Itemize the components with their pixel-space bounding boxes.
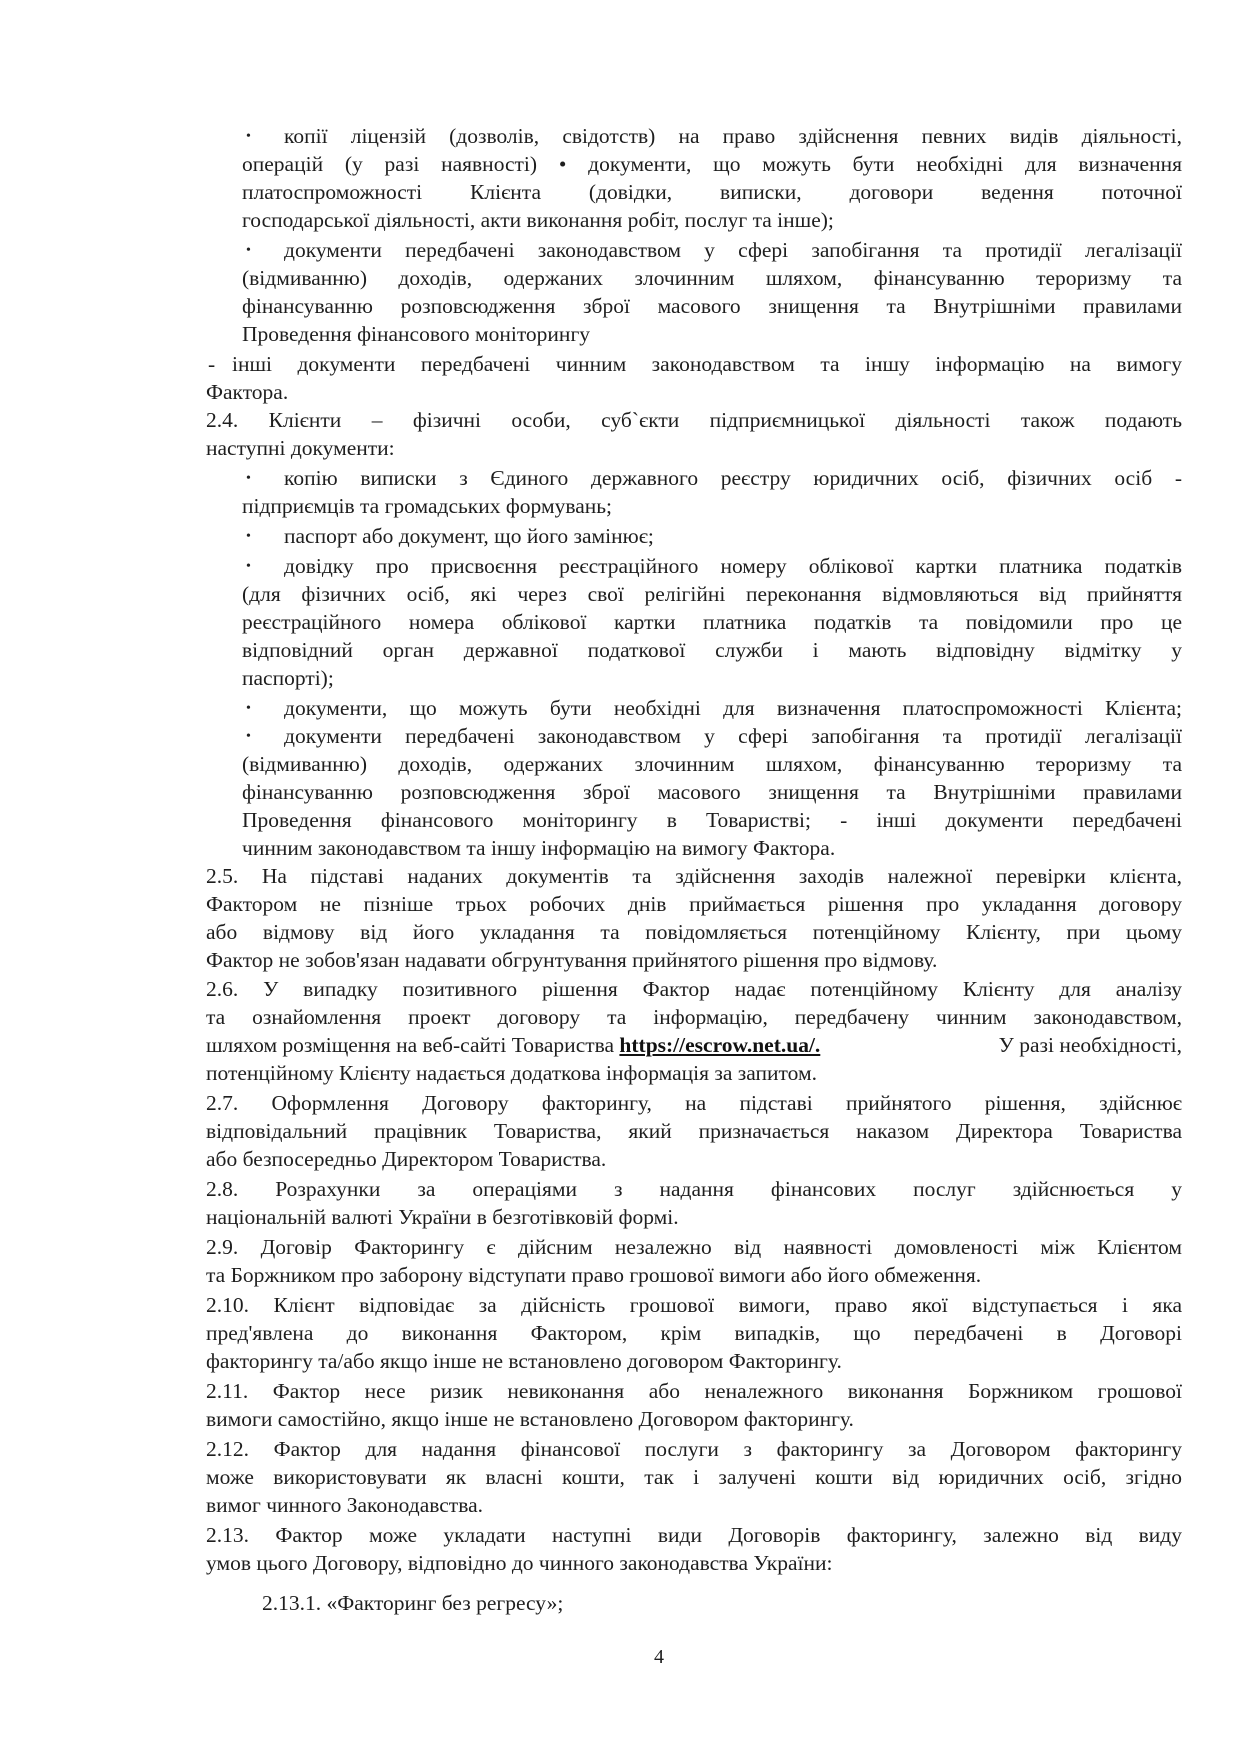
text-line: умов цього Договору, відповідно до чинного законодавства України: <box>206 1551 833 1575</box>
bullet-icon: • <box>246 701 251 716</box>
text-line: платоспроможності Клієнта (довідки, виписки, договори ведення поточної <box>242 180 1182 204</box>
text-line: господарської діяльності, акти виконання робіт, послуг та інше); <box>242 208 834 232</box>
text-line: паспорті); <box>242 666 334 690</box>
text-line: довідку про присвоєння реєстраційного номеру облікової картки платника податків <box>284 554 1182 578</box>
text-line: 2.13. Фактор може укладати наступні види Договорів факторингу, залежно від виду <box>206 1523 1182 1547</box>
text-line: може використовувати як власні кошти, так і залучені кошти від юридичних осіб, згідно <box>206 1465 1182 1489</box>
text-line: паспорт або документ, що його замінює; <box>284 524 654 548</box>
website-link[interactable]: https://escrow.net.ua/. <box>619 1033 821 1057</box>
text-line: Проведення фінансового моніторингу <box>242 322 591 346</box>
text-span: У разі необхідності, <box>998 1033 1182 1057</box>
text-line: фінансуванню розповсюдження зброї масового знищення та Внутрішніми правилами <box>242 294 1182 318</box>
text-line: 2.11. Фактор несе ризик невиконання або неналежного виконання Боржником грошової <box>206 1379 1182 1403</box>
text-line: операцій (у разі наявності) • документи, що можуть бути необхідні для визначення <box>242 152 1182 176</box>
text-line: відповідальний працівник Товариства, який призначається наказом Директора Товариства <box>206 1119 1182 1143</box>
text-line: 2.5. На підставі наданих документів та здійснення заходів належної перевірки клієнта, <box>206 864 1182 888</box>
text-line: вимоги самостійно, якщо інше не встановлено Договором факторингу. <box>206 1407 854 1431</box>
text-line: або безпосередньо Директором Товариства. <box>206 1147 607 1171</box>
text-line: Фактором не пізніше трьох робочих днів приймається рішення про укладання договору <box>206 892 1182 916</box>
bullet-icon: • <box>246 729 251 744</box>
text-line: потенційному Клієнту надається додаткова інформація за запитом. <box>206 1061 817 1085</box>
text-line: 2.6. У випадку позитивного рішення Фактор надає потенційному Клієнту для аналізу <box>206 977 1182 1001</box>
text-line: (відмиванню) доходів, одержаних злочинним шляхом, фінансуванню тероризму та <box>242 752 1182 776</box>
text-line: 2.10. Клієнт відповідає за дійсність грошової вимоги, право якої відступається і яка <box>206 1293 1182 1317</box>
text-line: копії ліцензій (дозволів, свідотств) на право здійснення певних видів діяльності, <box>284 124 1182 148</box>
text-line: підприємців та громадських формувань; <box>242 494 613 518</box>
text-span: шляхом розміщення на веб-сайті Товариства <box>206 1033 620 1057</box>
text-line: 2.4. Клієнти – фізичні особи, суб`єкти підприємницької діяльності також подають <box>206 408 1182 432</box>
text-line: та ознайомлення проект договору та інформацію, передбачену чинним законодавством, <box>206 1005 1182 1029</box>
text-line: відповідний орган державної податкової служби і мають відповідну відмітку у <box>242 638 1182 662</box>
text-line: копію виписки з Єдиного державного реєстру юридичних осіб, фізичних осіб - <box>284 466 1182 490</box>
text-line: фінансуванню розповсюдження зброї масового знищення та Внутрішніми правилами <box>242 780 1182 804</box>
text-line <box>206 1031 1182 1059</box>
text-line: або відмову від його укладання та повідомляється потенційному Клієнту, при цьому <box>206 920 1182 944</box>
text-line: (для фізичних осіб, які через свої релігійні переконання відмовляються від прийняття <box>242 582 1182 606</box>
bullet-icon: • <box>246 529 251 544</box>
text-line: Фактора. <box>206 380 289 404</box>
text-line: документи передбачені законодавством у сфері запобігання та протидії легалізації <box>284 238 1182 262</box>
text-line: реєстраційного номера облікової картки платника податків та повідомили про це <box>242 610 1182 634</box>
text-line: документи передбачені законодавством у сфері запобігання та протидії легалізації <box>284 724 1182 748</box>
text-line: Проведення фінансового моніторингу в Товаристві; - інші документи передбачені <box>242 808 1182 832</box>
bullet-icon: • <box>246 129 251 144</box>
text-line: 2.12. Фактор для надання фінансової послуги з факторингу за Договором факторингу <box>206 1437 1182 1461</box>
text-line: документи, що можуть бути необхідні для визначення платоспроможності Клієнта; <box>284 696 1182 720</box>
bullet-icon: • <box>246 471 251 486</box>
bullet-icon: • <box>246 243 251 258</box>
bullet-icon: • <box>246 559 251 574</box>
text-line: Фактор не зобов'язан надавати обгрунтування прийнятого рішення про відмову. <box>206 948 938 972</box>
text-line: наступні документи: <box>206 436 395 460</box>
dash-marker: - <box>208 352 216 376</box>
text-line: факторингу та/або якщо інше не встановлено договором Факторингу. <box>206 1349 842 1373</box>
text-line: чинним законодавством та іншу інформацію на вимогу Фактора. <box>242 836 836 860</box>
text-line: інші документи передбачені чинним законодавством та іншу інформацію на вимогу <box>232 352 1182 376</box>
text-line: 2.13.1. «Факторинг без регресу»; <box>262 1591 564 1615</box>
text-line: 2.7. Оформлення Договору факторингу, на підставі прийнятого рішення, здійснює <box>206 1091 1182 1115</box>
text-line: національній валюті України в безготівковій формі. <box>206 1205 679 1229</box>
text-line: та Боржником про заборону відступати право грошової вимоги або його обмеження. <box>206 1263 982 1287</box>
text-line: 2.8. Розрахунки за операціями з надання фінансових послуг здійснюється у <box>206 1177 1182 1201</box>
text-line: вимог чинного Законодавства. <box>206 1493 483 1517</box>
text-line: пред'явлена до виконання Фактором, крім випадків, що передбачені в Договорі <box>206 1321 1182 1345</box>
page-number: 4 <box>654 1646 664 1668</box>
text-line: 2.9. Договір Факторингу є дійсним незалежно від наявності домовленості між Клієнтом <box>206 1235 1182 1259</box>
text-line: (відмиванню) доходів, одержаних злочинним шляхом, фінансуванню тероризму та <box>242 266 1182 290</box>
